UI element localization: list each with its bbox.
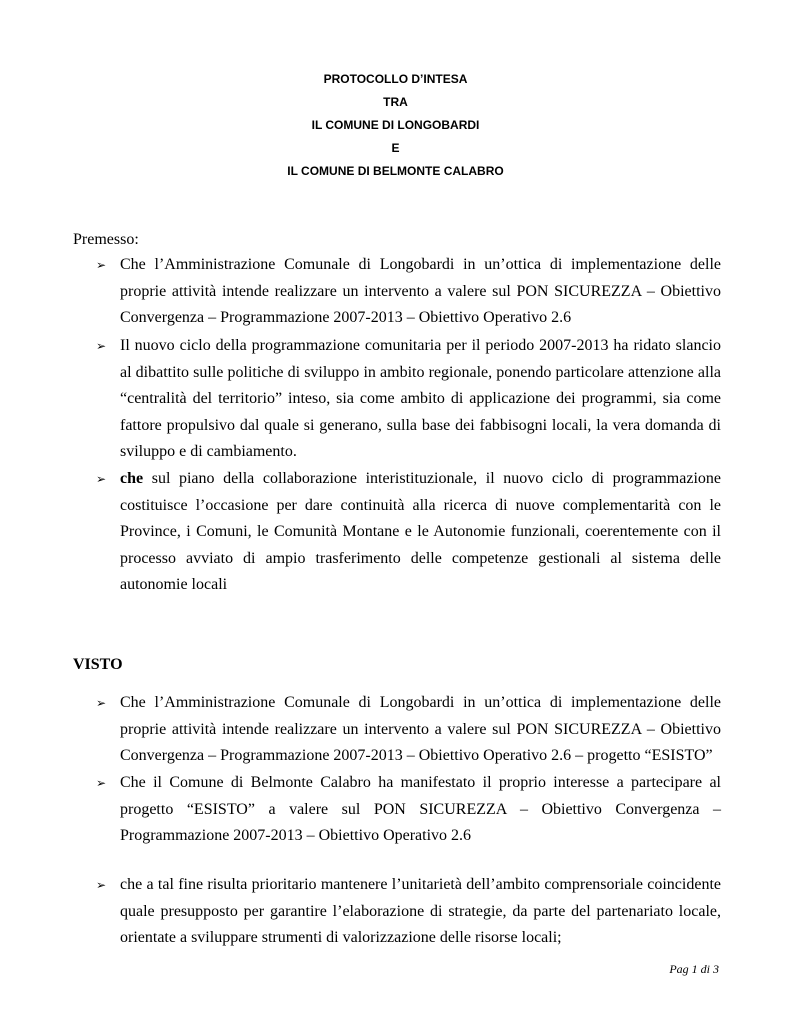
premesso-item-3-body: sul piano della collaborazione interistituzionale, il nuovo ciclo di programmazione costituisce l’occasione per dare continuità alla ricerca di nuove complementarità con le Province, i Comuni, le Comunità Montane e le Autonomie funzionali, coerentemente con il processo avviato di ampio trasferimento delle competenze gestionali al sistema delle autonomie locali [120, 470, 721, 593]
visto-heading: VISTO [73, 656, 123, 673]
visto-item-1-text: Che l’Amministrazione Comunale di Longobardi in un’ottica di implementazione delle proprie attività intende realizzare un intervento a valere sul PON SICUREZZA – Obiettivo Convergenza – Programmazione 2007-2013 – Obiettivo Operativo 2.6 – progetto “ESISTO” [120, 694, 721, 764]
arrow-bullet-icon: ➢ [96, 339, 107, 353]
header-title-e: E [391, 141, 400, 155]
premesso-item-1 [96, 252, 721, 332]
visto-item-1 [96, 690, 721, 770]
premesso-item-3-lead: che [120, 470, 144, 487]
header-title-protocollo: PROTOCOLLO D’INTESA [323, 72, 468, 86]
premesso-item-3 [96, 466, 721, 599]
header-title-tra: TRA [383, 95, 408, 109]
header-title-comune-longobardi: IL COMUNE DI LONGOBARDI [311, 118, 480, 132]
arrow-bullet-icon: ➢ [96, 472, 107, 486]
visto-item-3 [96, 872, 721, 952]
premesso-item-2-text: Il nuovo ciclo della programmazione comunitaria per il periodo 2007-2013 ha ridato slancio al dibattito sulle politiche di sviluppo in ambito regionale, ponendo particolare attenzione alla “centralità del territorio” inteso, sia come ambito di applicazione dei programmi, sia come fattore propulsivo dal quale si generano, sulla base dei fabbisogni locali, la vera domanda di sviluppo e di cambiamento. [120, 337, 721, 460]
arrow-bullet-icon: ➢ [96, 776, 107, 790]
premesso-item-2 [96, 333, 721, 466]
page-number: Pag 1 di 3 [669, 962, 719, 976]
visto-item-3-text: che a tal fine risulta prioritario mantenere l’unitarietà dell’ambito comprensoriale coincidente quale presupposto per garantire l’elaborazione di strategie, da parte del partenariato locale, orientate a sviluppare strumenti di valorizzazione delle risorse locali; [120, 876, 721, 946]
header-title-comune-belmonte: IL COMUNE DI BELMONTE CALABRO [287, 164, 504, 178]
visto-item-2-text: Che il Comune di Belmonte Calabro ha manifestato il proprio interesse a partecipare al progetto “ESISTO” a valere sul PON SICUREZZA – Obiettivo Convergenza – Programmazione 2007-2013 – Obiettivo Operativo 2.6 [120, 774, 721, 844]
arrow-bullet-icon: ➢ [96, 878, 107, 892]
premesso-heading: Premesso: [73, 231, 139, 248]
premesso-item-3-text [120, 466, 721, 599]
arrow-bullet-icon: ➢ [96, 696, 107, 710]
arrow-bullet-icon: ➢ [96, 258, 107, 272]
premesso-item-1-text: Che l’Amministrazione Comunale di Longobardi in un’ottica di implementazione delle proprie attività intende realizzare un intervento a valere sul PON SICUREZZA – Obiettivo Convergenza – Programmazione 2007-2013 – Obiettivo Operativo 2.6 [120, 256, 721, 326]
visto-item-2 [96, 770, 721, 850]
